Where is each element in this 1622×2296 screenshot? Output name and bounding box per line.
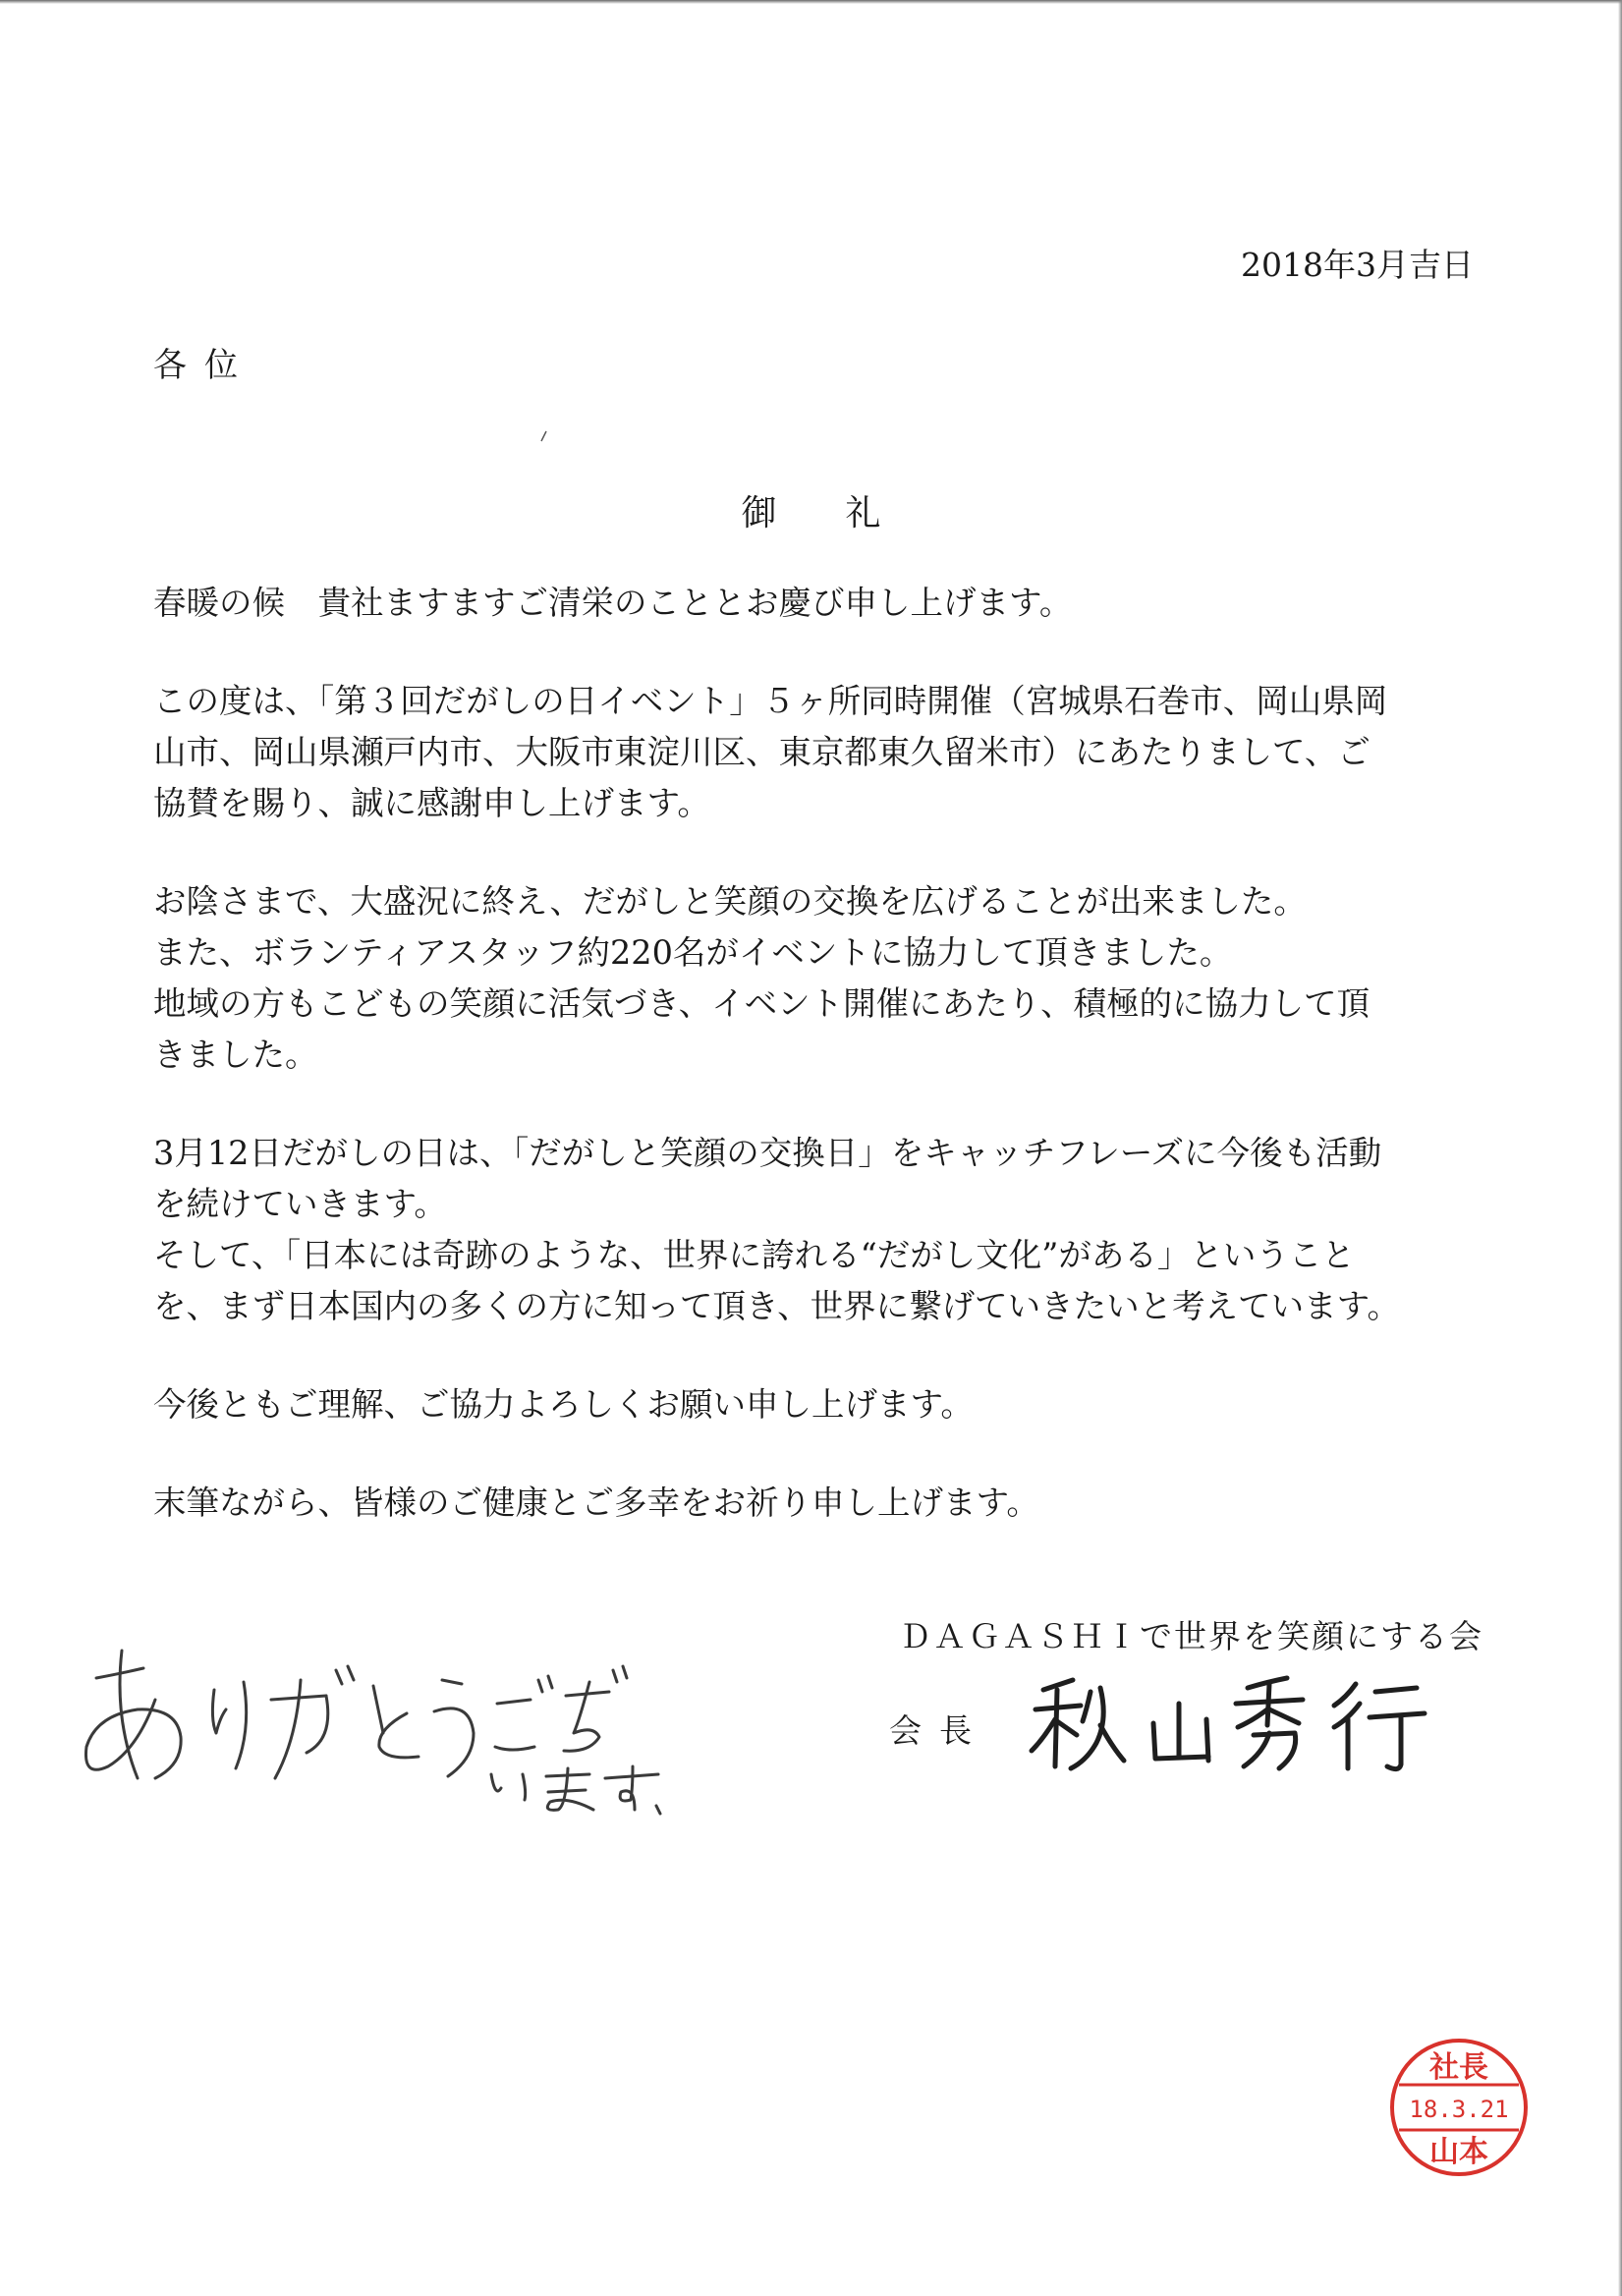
paragraph-future — [153, 1128, 1480, 1332]
handwritten-thanks-note — [79, 1631, 668, 1818]
body-line: 今後ともご理解、ご協力よろしくお願い申し上げます。 — [153, 1385, 974, 1424]
seal-title: 社長 — [1429, 2050, 1488, 2085]
paragraph-request — [153, 1379, 1480, 1430]
stray-mark — [538, 430, 548, 442]
addressee: 各位 — [153, 346, 255, 385]
body-line: 協賛を賜り、誠に感謝申し上げます。 — [153, 784, 710, 822]
paragraph-greeting — [153, 578, 1480, 629]
body-line: 山市、岡山県瀬戸内市、大阪市東淀川区、東京都東久留米市）にあたりまして、ご — [153, 733, 1370, 771]
letter-date: 2018年3月吉日 — [1241, 246, 1474, 284]
body-line: きました。 — [153, 1036, 318, 1074]
paragraph-closing — [153, 1478, 1480, 1529]
body-line: を、まず日本国内の多くの方に知って頂き、世界に繋げていきたいと考えています。 — [153, 1287, 1400, 1325]
paragraph-sponsorship — [153, 676, 1480, 829]
body-line: 春暖の候 貴社ますますご清栄のこととお慶び申し上げます。 — [153, 584, 1073, 622]
handwritten-signature — [1022, 1670, 1434, 1778]
document-title: 御礼 — [741, 493, 950, 533]
scan-edge-right — [1618, 0, 1622, 2296]
approval-seal-stamp — [1385, 2034, 1533, 2181]
letter-body — [153, 578, 1480, 1576]
body-line: を続けていきます。 — [153, 1185, 447, 1223]
seal-date: 18.3.21 — [1409, 2096, 1509, 2123]
organization-name: ＤＡＧＡＳＨＩで世界を笑顔にする会 — [899, 1617, 1483, 1655]
body-line: また、ボランティアスタッフ約220名がイベントに協力して頂きました。 — [153, 933, 1233, 972]
body-line: 3月12日だがしの日は、「だがしと笑顔の交換日」をキャッチフレーズに今後も活動 — [153, 1134, 1382, 1172]
body-line: そして、「日本には奇跡のような、世界に誇れる“だがし文化”がある」ということ — [153, 1236, 1355, 1274]
body-line: お陰さまで、大盛況に終え、だがしと笑顔の交換を広げることが出来ました。 — [153, 882, 1307, 921]
body-line: この度は、「第３回だがしの日イベント」５ヶ所同時開催（宮城県石巻市、岡山県岡 — [153, 682, 1388, 720]
body-line: 末筆ながら、皆様のご健康とご多幸をお祈り申し上げます。 — [153, 1484, 1039, 1522]
seal-name: 山本 — [1429, 2135, 1488, 2169]
body-line: 地域の方もこどもの笑顔に活気づき、イベント開催にあたり、積極的に協力して頂 — [153, 984, 1370, 1023]
scan-edge-top — [0, 0, 1622, 4]
signer-role: 会長 — [889, 1711, 989, 1750]
paragraph-results — [153, 876, 1480, 1081]
